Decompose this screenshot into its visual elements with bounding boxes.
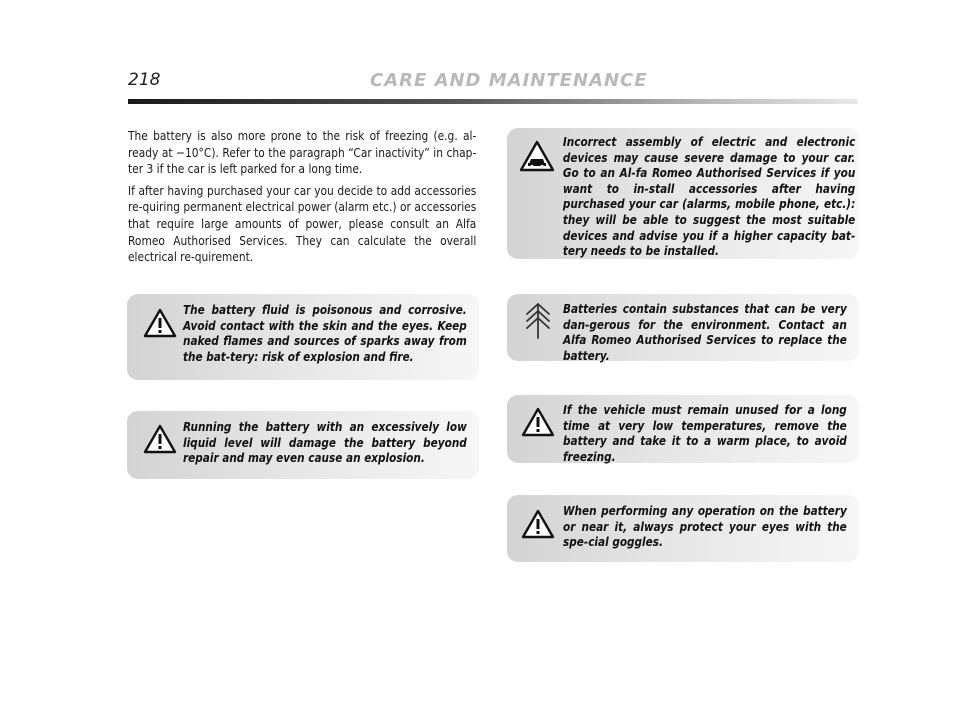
environment-note-box <box>507 294 859 361</box>
warning-triangle-icon <box>521 407 555 437</box>
warning-note-text: When performing any operation on the battery or near it, always protect your eyes with the spe-cial goggles. <box>563 504 847 550</box>
body-text <box>128 128 476 271</box>
environment-tree-icon <box>525 302 551 340</box>
warning-note-box <box>127 411 479 479</box>
page-number: 218 <box>128 70 161 90</box>
body-paragraph: If after having purchased your car you decide to add accessories re-quiring permanent electrical power (alarm etc.) or accessories that require large amounts of power, please consult an Alfa Romeo Authorised Services. They can calculate the overall electrical re-quirement. <box>128 182 477 265</box>
warning-triangle-icon <box>143 424 177 454</box>
section-title: CARE AND MAINTENANCE <box>370 70 648 91</box>
warning-note-text: The battery fluid is poisonous and corrosive. Avoid contact with the skin and the eyes. Keep naked flames and sources of sparks away from the bat-tery: risk of explosion and fire. <box>183 303 467 364</box>
warning-triangle-icon <box>521 509 555 539</box>
warning-triangle-icon <box>143 308 177 338</box>
warning-note-box <box>507 495 859 562</box>
body-paragraph: The battery is also more prone to the risk of freezing (e.g. al-ready at −10°C). Refer to the paragraph “Car inactivity” in chap-ter 3 if the car is left parked for a long time. <box>128 128 477 177</box>
warning-note-box <box>127 294 479 380</box>
warning-note-box <box>507 128 859 259</box>
warning-note-text <box>507 135 855 260</box>
warning-note-text: Running the battery with an excessively low liquid level will damage the battery beyond repair and may even cause an explosion. <box>183 420 467 466</box>
warning-note-box <box>507 395 859 463</box>
environment-note-text: Batteries contain substances that can be very dan-gerous for the environment. Contact an Alfa Romeo Authorised Services to replace the battery. <box>563 302 847 363</box>
header-rule <box>128 99 858 104</box>
warning-note-text-content: Incorrect assembly of electric and electronic devices may cause severe damage to your car. Go to an Al-fa Romeo Authorised Services if you want to in-stall accessories after having purchased your car (alarms, mobile phone, etc.): they will be able to suggest the most suitable devices and advise you if a higher capacity bat-tery needs to be installed. <box>562 135 856 259</box>
warning-note-text: If the vehicle must remain unused for a long time at very low temperatures, remove the battery and take it to a warm place, to avoid freezing. <box>563 403 847 464</box>
